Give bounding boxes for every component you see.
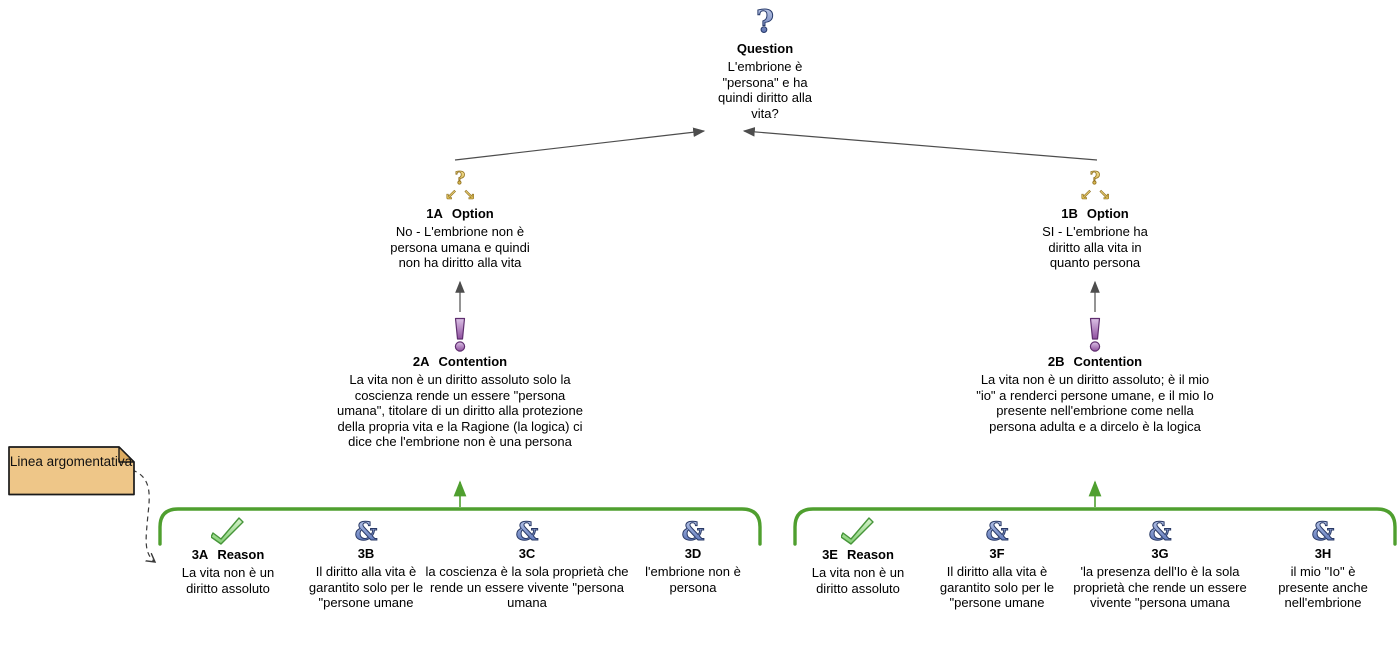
edge-option1b-to-question: [744, 131, 1097, 160]
node-text: 'la presenza dell'Io è la sola proprietà che rende un essere vivente "persona umana: [1073, 564, 1247, 610]
node-id: 1B: [1061, 206, 1078, 221]
svg-text:?: ?: [454, 168, 466, 189]
svg-text:&: &: [515, 517, 539, 545]
node-id: 2A: [412, 354, 430, 369]
svg-text:&: &: [1148, 517, 1172, 545]
reason-node-3f[interactable]: [931, 517, 1063, 611]
node-type-label: Option: [1086, 206, 1129, 221]
node-type-label: Question: [736, 41, 794, 56]
reason-node-3g[interactable]: [1054, 517, 1266, 611]
question-icon: [709, 4, 821, 40]
reason-node-3c[interactable]: [424, 517, 630, 611]
question-node[interactable]: [709, 4, 821, 121]
ampersand-icon: [424, 517, 630, 545]
contention-node-2a[interactable]: [330, 317, 590, 450]
node-text: La vita non è un diritto assoluto solo la coscienza rende un essere "persona umana", titolare di un diritto alla protezione della propria vita e la Ragione (la logica) ci dice che l'embrione non è una persona: [337, 372, 583, 449]
node-id: 3B: [357, 546, 375, 561]
svg-text:↘: ↘: [1097, 186, 1111, 204]
svg-text:↙: ↙: [444, 186, 458, 204]
ampersand-icon: [635, 517, 751, 545]
svg-text:&: &: [681, 517, 705, 545]
node-text: La vita non è un diritto assoluto: [811, 565, 905, 596]
node-text: SI - L'embrione ha diritto alla vita in quanto persona: [1042, 224, 1148, 270]
node-text: La vita non è un diritto assoluto: [181, 565, 275, 596]
node-id: 1A: [426, 206, 443, 221]
ampersand-icon: [931, 517, 1063, 545]
node-type-label: Reason: [846, 547, 894, 562]
note-text: Linea argomentativa: [9, 454, 133, 469]
node-type-label: Contention: [438, 354, 508, 369]
reason-node-3d[interactable]: [635, 517, 751, 595]
svg-text:?: ?: [755, 4, 775, 40]
node-id: 3G: [1151, 546, 1169, 561]
checkmark-icon: [173, 514, 283, 546]
node-type-label: Reason: [217, 547, 265, 562]
node-text: Il diritto alla vita è garantito solo per le "persone umane: [939, 564, 1055, 610]
node-text: La vita non è un diritto assoluto; è il mio "io" a renderci persone umane, e il mio Io presente nell'embrione come nella persona adulta e a dircelo è la logica: [976, 372, 1214, 434]
node-text: No - L'embrione non è persona umana e quindi non ha diritto alla vita: [390, 224, 530, 270]
contention-node-2b[interactable]: [973, 317, 1217, 434]
node-id: 3H: [1314, 546, 1332, 561]
svg-text:&: &: [354, 517, 378, 545]
reason-node-3b[interactable]: [300, 517, 432, 611]
contention-icon: [330, 317, 590, 353]
node-text: il mio "Io" è presente anche nell'embrione: [1278, 564, 1368, 610]
svg-text:↙: ↙: [1079, 186, 1093, 204]
reason-node-3a[interactable]: [173, 514, 283, 596]
option-icon: [1030, 167, 1160, 205]
node-type-label: Contention: [1073, 354, 1143, 369]
node-id: 3F: [989, 546, 1005, 561]
note-linea-argomentativa[interactable]: [8, 446, 136, 496]
svg-text:&: &: [985, 517, 1009, 545]
reason-node-3e[interactable]: [803, 514, 913, 596]
node-text: L'embrione è "persona" e ha quindi diritto alla vita?: [718, 59, 812, 121]
node-id: 3D: [684, 546, 702, 561]
option-node-1b[interactable]: [1030, 167, 1160, 271]
checkmark-icon: [803, 514, 913, 546]
edge-option1a-to-question: [455, 131, 704, 160]
node-id: 3A: [191, 547, 209, 562]
node-type-label: Option: [451, 206, 494, 221]
node-text: Il diritto alla vita è garantito solo per le "persone umane: [308, 564, 424, 610]
option-node-1a[interactable]: [384, 167, 536, 271]
ampersand-icon: [1266, 517, 1380, 545]
node-text: l'embrione non è persona: [645, 564, 741, 595]
node-id: 3E: [822, 547, 838, 562]
option-icon: [384, 167, 536, 205]
node-id: 3C: [518, 546, 536, 561]
svg-text:?: ?: [1089, 168, 1101, 189]
svg-text:↘: ↘: [462, 186, 476, 204]
svg-text:&: &: [1311, 517, 1335, 545]
reason-node-3h[interactable]: [1266, 517, 1380, 611]
ampersand-icon: [1054, 517, 1266, 545]
node-text: la coscienza è la sola proprietà che rende un essere vivente "persona umana: [425, 564, 629, 610]
node-id: 2B: [1047, 354, 1065, 369]
contention-icon: [973, 317, 1217, 353]
ampersand-icon: [300, 517, 432, 545]
